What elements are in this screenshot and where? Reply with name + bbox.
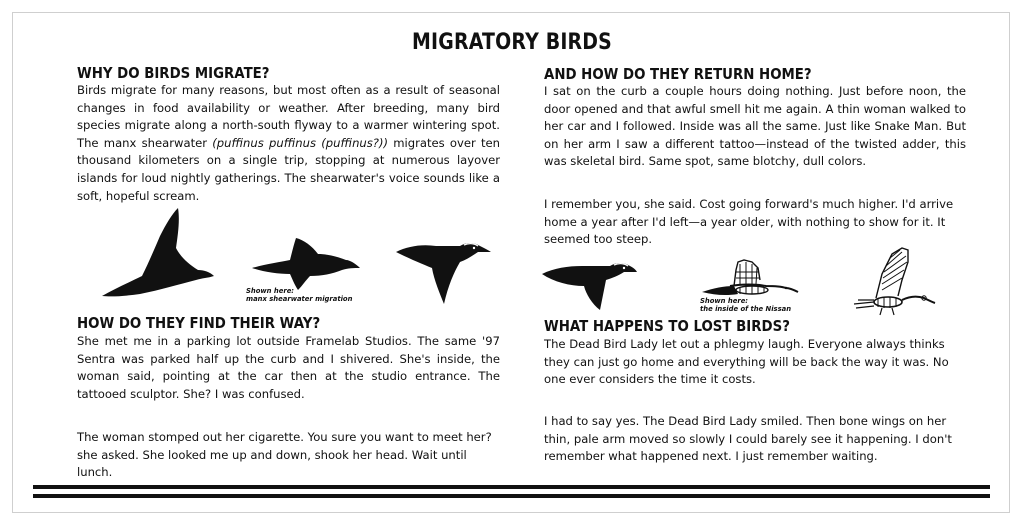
heading-find-way: HOW DO THEY FIND THEIR WAY? (77, 314, 321, 332)
heading-lost-birds: WHAT HAPPENS TO LOST BIRDS? (544, 317, 790, 335)
paragraph-find-way-2: The woman stomped out her cigarette. You sure you want to meet her? she asked. She looked me up and down, shook her head. Wait until lunch. (77, 430, 492, 480)
text-why-after: migrates over ten thousand kilometers on a single trip, stopping at numerous layover islands for loud nightly gatherings. The shearwater's voice sounds like a soft, hopeful scream. (77, 135, 500, 203)
caption-right-line2: the inside of the Nissan (700, 305, 792, 313)
heading-return-home: AND HOW DO THEY RETURN HOME? (544, 65, 812, 83)
shearwater-gliding-illustration (250, 236, 362, 290)
half-skeleton-bird-illustration (700, 258, 800, 298)
paragraph-return-home-2: I remember you, she said. Cost going forward's much higher. I'd arrive home a year after I'd left—a year older, with nothing to show for it. It seemed too steep. (544, 197, 954, 247)
paragraph-lost-birds-2: I had to say yes. The Dead Bird Lady smiled. Then bone wings on her thin, pale arm moved so slowly I could barely see it happening. I don't remember what happened next. I just remember waiting. (544, 414, 952, 464)
heading-why-migrate: WHY DO BIRDS MIGRATE? (77, 64, 270, 82)
dark-bird-diving-illustration (394, 238, 492, 304)
caption-right (700, 297, 791, 313)
paragraph-find-way-1: She met me in a parking lot outside Framelab Studios. The same '97 Sentra was parked half up the curb and I shivered. She's inside, the woman said, pointing at the car then at the studio entrance. The tattooed sculptor. She? I was confused. (77, 334, 500, 401)
dark-bird-flying-illustration (540, 258, 638, 312)
caption-left (246, 287, 352, 303)
skeleton-bird-illustration (852, 246, 936, 316)
text-species-italic: (puffinus puffinus (puffinus?)) (212, 135, 389, 150)
page-title: MIGRATORY BIRDS (412, 30, 612, 55)
bottom-rule-top (33, 485, 990, 489)
paragraph-return-home-1: I sat on the curb a couple hours doing nothing. Just before noon, the door opened and that awful smell hit me again. A thin woman walked to her car and I followed. Inside was all the same. Just like Snake Man. But on her arm I saw a different tattoo—instead of the twisted adder, this was skeletal bird. Same spot, same blotchy, dull colors. (544, 84, 966, 169)
caption-right-line1: Shown here: (700, 297, 749, 305)
bottom-rule-bottom (33, 494, 990, 498)
paragraph-why-migrate (77, 82, 500, 205)
paragraph-lost-birds-1: The Dead Bird Lady let out a phlegmy laugh. Everyone always thinks they can just go home and everything will be back the way it was. No one ever considers the time it costs. (544, 337, 949, 387)
text-why-before: Birds migrate for many reasons, but most often as a result of seasonal changes in food availability or weather. After breeding, many bird species migrate along a north-south flyway to a warmer wintering spot. The manx shearwater (77, 83, 500, 150)
caption-left-line1: Shown here: (246, 287, 295, 295)
shearwater-wings-up-illustration (100, 206, 216, 298)
caption-left-line2: manx shearwater migration (246, 295, 353, 303)
